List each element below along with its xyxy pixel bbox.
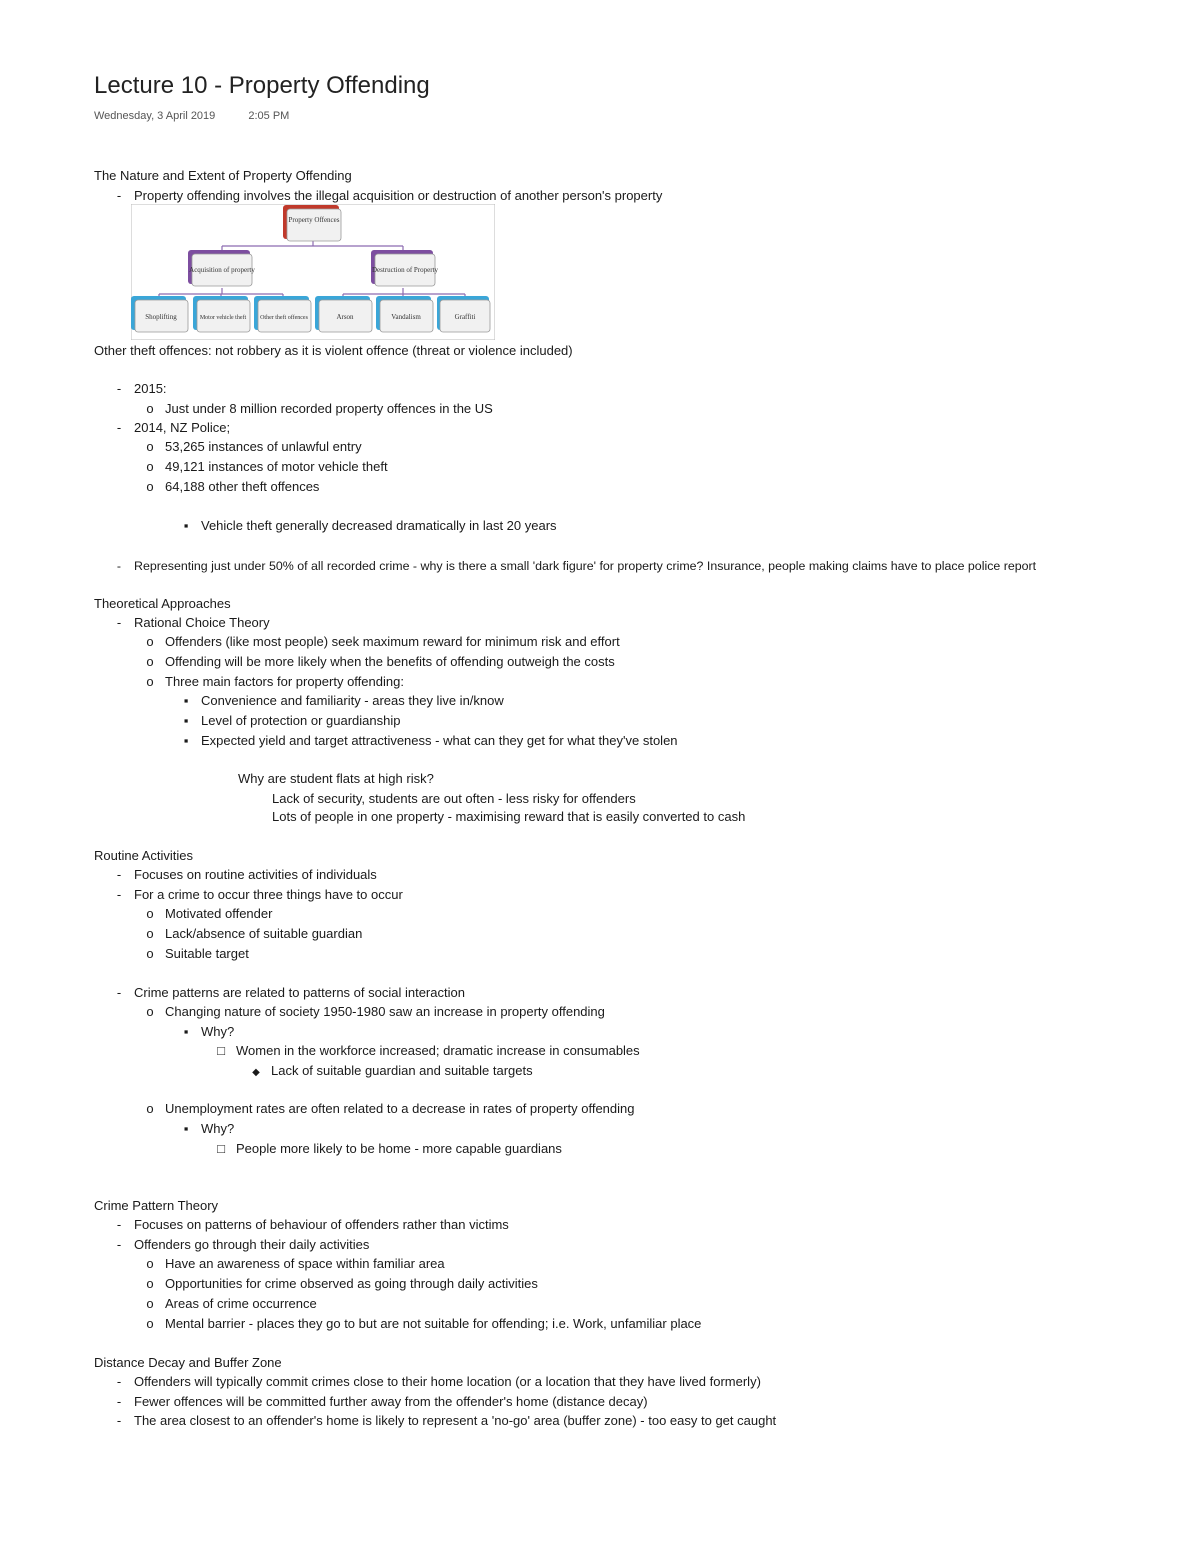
property-offences-diagram [131,204,495,340]
diagram-leaf-other-theft [254,296,311,332]
list-item-text: Focuses on routine activities of individuals [134,867,377,882]
bullet-circle: o [146,654,154,669]
section-heading-routine: Routine Activities [94,848,193,863]
list-item-text: Motivated offender [165,906,273,921]
list-item [143,479,319,495]
list-item [143,459,388,475]
list-item-text: Lack/absence of suitable guardian [165,926,363,941]
list-item [179,518,557,534]
diagram-leaf-label: Other theft offences [260,315,308,321]
list-item [214,1043,640,1059]
list-item [214,1141,562,1157]
bullet-square: ▪ [183,693,189,708]
list-item-text: Women in the workforce increased; dramatic increase in consumables [236,1043,640,1058]
list-item [112,985,465,1001]
list-item-text: Convenience and familiarity - areas they live in/know [201,693,504,708]
list-item [143,654,615,670]
section-heading-nature: The Nature and Extent of Property Offending [94,168,352,183]
answer-text: Lots of people in one property - maximising reward that is easily converted to cash [272,809,746,824]
diagram-root-label: Property Offences [288,216,340,224]
diagram-leaf-graffiti [437,296,490,332]
list-item-text: Rational Choice Theory [134,615,270,630]
bullet-dash: - [116,1237,122,1252]
bullet-dash: - [116,887,122,902]
list-item-text: 64,188 other theft offences [165,479,320,494]
diagram-branch-label: Destruction of Property [371,266,439,274]
bullet-circle: o [146,401,154,416]
diagram-leaf-label: Arson [336,313,354,321]
list-item [112,420,230,436]
diagram-leaf-vandalism [376,296,433,332]
bullet-circle: o [146,674,154,689]
list-item-text: 2014, NZ Police; [134,420,231,435]
list-item-text: 49,121 instances of motor vehicle theft [165,459,388,474]
list-item-text: Offenders go through their daily activities [134,1237,370,1252]
list-item-text: For a crime to occur three things have to occur [134,887,403,902]
list-item-text: Offenders (like most people) seek maximum reward for minimum risk and effort [165,634,620,649]
bullet-square: ▪ [183,1024,189,1039]
bullet-circle: o [146,1316,154,1331]
list-item-text: Unemployment rates are often related to a decrease in rates of property offending [165,1101,635,1116]
diagram-branch-destruction [371,250,439,286]
list-item-text: Just under 8 million recorded property offences in the US [165,401,493,416]
list-item-text: Why? [201,1024,235,1039]
note-text: Other theft offences: not robbery as it is violent offence (threat or violence included) [94,343,573,358]
bullet-circle: o [146,1101,154,1116]
section-heading-distance-decay: Distance Decay and Buffer Zone [94,1355,282,1370]
diagram-leaf-label: Shoplifting [145,313,177,321]
page-meta [94,110,289,122]
bullet-dash: - [116,615,122,630]
list-item [112,1394,648,1410]
list-item [143,401,493,417]
list-item [143,674,404,690]
list-item [143,906,272,922]
list-item [249,1063,533,1081]
bullet-circle: o [146,946,154,961]
list-item [112,1413,776,1429]
bullet-circle: o [146,1296,154,1311]
diagram-leaf-motor-vehicle-theft [193,296,250,332]
diagram-root-node [283,205,341,241]
bullet-box: □ [217,1141,225,1156]
bullet-diamond: ◆ [252,1067,260,1078]
bullet-box: □ [217,1043,225,1058]
bullet-circle: o [146,926,154,941]
list-item [143,1316,701,1332]
list-item [112,1237,369,1253]
list-item-text: 53,265 instances of unlawful entry [165,439,362,454]
list-item [143,1256,445,1272]
list-item-text: Representing just under 50% of all recorded crime - why is there a small 'dark figure' for property crime? Insurance, people making claims have to place police report [134,559,1037,573]
list-item [179,1121,234,1137]
list-item-text: Changing nature of society 1950-1980 saw an increase in property offending [165,1004,605,1019]
list-item-text: Lack of suitable guardian and suitable targets [271,1063,533,1078]
list-item [112,1374,761,1390]
list-item-text: Mental barrier - places they go to but are not suitable for offending; i.e. Work, unfamiliar place [165,1316,702,1331]
bullet-square: ▪ [183,518,189,533]
diagram-leaf-label: Motor vehicle theft [199,315,247,321]
list-item-text: Level of protection or guardianship [201,713,401,728]
bullet-dash: - [116,559,122,573]
list-item-text: Three main factors for property offending: [165,674,404,689]
list-item [179,1024,234,1040]
list-item [143,1101,634,1117]
answer-text: Lack of security, students are out often - less risky for offenders [272,791,636,806]
bullet-circle: o [146,439,154,454]
list-item [143,634,620,650]
diagram-branch-acquisition [188,250,255,286]
list-item-text: Crime patterns are related to patterns of social interaction [134,985,465,1000]
list-item [112,1217,509,1233]
bullet-circle: o [146,479,154,494]
list-item-text: Areas of crime occurrence [165,1296,317,1311]
list-item [143,926,362,942]
list-item [179,693,504,709]
list-item [112,188,662,204]
bullet-dash: - [116,985,122,1000]
diagram-leaf-label: Graffiti [454,313,476,321]
diagram-leaf-arson [315,296,372,332]
list-item-text: The area closest to an offender's home is likely to represent a 'no-go' area (buffer zone) - too easy to get caught [134,1413,777,1428]
bullet-dash: - [116,1374,122,1389]
bullet-dash: - [116,867,122,882]
bullet-square: ▪ [183,733,189,748]
section-heading-theoretical: Theoretical Approaches [94,596,231,611]
diagram-leaf-shoplifting [131,296,188,332]
list-item [112,887,403,903]
list-item-text: Focuses on patterns of behaviour of offenders rather than victims [134,1217,509,1232]
bullet-dash: - [116,1394,122,1409]
list-item-text: Offending will be more likely when the benefits of offending outweigh the costs [165,654,615,669]
list-item-text: Expected yield and target attractiveness - what can they get for what they've stolen [201,733,678,748]
list-item [179,733,678,749]
list-item [179,713,400,729]
list-item [143,1296,317,1312]
list-item [112,558,1036,574]
bullet-circle: o [146,906,154,921]
list-item-text: 2015: [134,381,167,396]
bullet-dash: - [116,1217,122,1232]
bullet-dash: - [116,381,122,396]
list-item-text: Property offending involves the illegal acquisition or destruction of another person's property [134,188,663,203]
bullet-dash: - [116,188,122,203]
list-item-text: Fewer offences will be committed further away from the offender's home (distance decay) [134,1394,648,1409]
list-item [143,439,362,455]
list-item-text: Offenders will typically commit crimes close to their home location (or a location that they have lived formerly) [134,1374,761,1389]
page-time: 2:05 PM [248,110,290,122]
bullet-circle: o [146,1256,154,1271]
list-item [143,1276,538,1292]
bullet-dash: - [116,420,122,435]
section-heading-crime-pattern: Crime Pattern Theory [94,1198,219,1213]
list-item [112,381,167,397]
list-item-text: Have an awareness of space within familiar area [165,1256,445,1271]
list-item-text: People more likely to be home - more capable guardians [236,1141,562,1156]
page-date: Wednesday, 3 April 2019 [94,110,216,122]
list-item [143,1004,605,1020]
list-item-text: Opportunities for crime observed as going through daily activities [165,1276,538,1291]
diagram-leaf-label: Vandalism [391,313,421,321]
bullet-circle: o [146,1004,154,1019]
bullet-circle: o [146,1276,154,1291]
list-item [143,946,249,962]
bullet-dash: - [116,1413,122,1428]
bullet-square: ▪ [183,713,189,728]
bullet-circle: o [146,459,154,474]
list-item [112,867,377,883]
list-item-text: Suitable target [165,946,249,961]
page-title: Lecture 10 - Property Offending [94,72,430,99]
list-item-text: Why? [201,1121,235,1136]
list-item-text: Vehicle theft generally decreased dramatically in last 20 years [201,518,557,533]
bullet-square: ▪ [183,1121,189,1136]
list-item [112,615,270,631]
diagram-branch-label: Acquisition of property [189,266,255,274]
bullet-circle: o [146,634,154,649]
question-text: Why are student flats at high risk? [238,771,434,786]
